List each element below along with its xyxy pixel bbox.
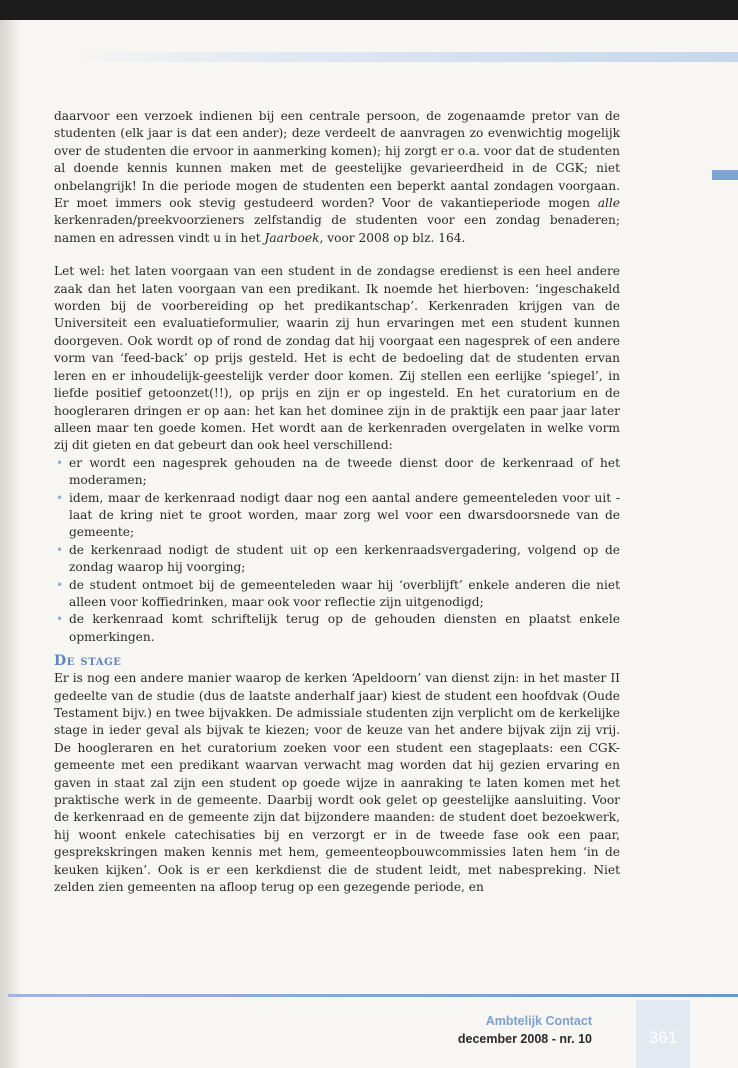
paragraph-1 [54, 108, 620, 247]
list-item-text: de kerkenraad komt schriftelijk terug op de gehouden diensten en plaatst enkele opmerkingen. [69, 612, 620, 644]
article-body [54, 108, 620, 896]
list-item-text: er wordt een nagesprek gehouden na de tweede dienst door de kerkenraad of het moderamen; [69, 455, 620, 488]
page-number: 361 [648, 1028, 678, 1047]
emphasis-alle: alle [597, 196, 621, 211]
paragraph-2: Let wel: het laten voorgaan van een student in de zondagse eredienst is een heel andere zaak dan het laten voorgaan van een predikant. Ik noemde het hierboven: ‘ingeschakeld worden bij de voorbereiding op het predikantschap’. Kerkenraden krijgen van de Universiteit een evaluatieformulier, waarin zij hun ervaringen met een student kunnen doorgeven. Ook wordt op of rond de zondag dat hij voorgaat een nagesprek of een andere vorm van ‘feed-back’ op prijs gesteld. Het is echt de bedoeling dat de studenten ervan leren en er inhoudelijk-geestelijk verder door komen. Zij stellen een eerlijke ‘spiegel’, in liefde positief getoonzet(!!), op prijs en zijn er op ingesteld. En het curatorium en de hoogleraren dringen er op aan: het kan het dominee zijn in de praktijk een paar jaar later alleen maar ten goede komen. Het wordt aan de kerkenraden overgelaten in welke vorm zij dit gieten en dat gebeurt dan ook heel verschillend: [54, 264, 620, 453]
paragraph-3: Er is nog een andere manier waarop de kerken ‘Apeldoorn’ van dienst zijn: in het master II gedeelte van de studie (dus de laatste anderhalf jaar) kiest de student een hoofdvak (Oude Testament bijv.) en twee bijvakken. De admissiale studenten zijn verplicht om de kerkelijke stage in ieder geval als bijvak te kiezen; voor de keuze van het andere bijvak zijn zij vrij. De hoogleraren en het curatorium zoeken voor een student een stageplaats: een CGK-gemeente met een predikant waarvan verwacht mag worden dat hij gezien ervaring en gaven in staat zal zijn een student op goede wijze in aanraking te laten komen met het praktische werk in de gemeente. Daarbij wordt ook gelet op geestelijke aansluiting. Voor de kerkenraad en de gemeente zijn dat bijzondere maanden: de student doet bezoekwerk, hij woont enkele catechisaties bij en verzorgt er in de tweede fase ook een paar, gesprekskringen maken kennis met hem, gemeenteopbouwcommissies laten hem ‘in de keuken kijken’. Ook is er een kerkdienst die de student leidt, met nabespreking. Niet zelden zien gemeenten na afloop terug op een gezegende periode, en [54, 671, 620, 895]
magazine-title: Ambtelijk Contact [485, 1014, 592, 1028]
emphasis-jaarboek: Jaarboek [264, 230, 320, 245]
list-item-text: de student ontmoet bij de gemeenteleden waar hij ‘overblijft’ enkele anderen die niet alleen voor koffiedrinken, maar ook voor reflectie zijn uitgenodigd; [69, 577, 620, 609]
paragraph-1-text-cont: kerkenraden/preekvoorzieners zelfstandig de studenten voor een zondag benaderen; namen en adressen vindt u in het [54, 213, 620, 245]
bullet-icon: • [56, 577, 64, 592]
paragraph-1-text: daarvoor een verzoek indienen bij een centrale persoon, de zogenaamde pretor van de studenten (elk jaar is dat een ander); deze verdeelt de aanvragen zo evenwichtig mogelijk over de studenten die ervoor in aanmerking komen); hij zorgt er o.a. voor dat de studenten al doende kennis kunnen maken met de geestelijke gevarieerdheid in de CGK; niet onbelangrijk! In die periode mogen de studenten een beperkt aantal zondagen voorgaan. Er moet immers ook stevig gestudeerd worden? Voor de vakantieperiode mogen [54, 109, 620, 211]
top-dark-border [0, 0, 738, 20]
list-item-text: de kerkenraad nodigt de student uit op een kerkenraadsvergadering, volgend op de zondag waarop hij voorging; [69, 542, 620, 575]
list-item [54, 611, 620, 646]
issue-label: december 2008 - nr. 10 [457, 1032, 592, 1046]
list-item [54, 542, 620, 577]
list-item [54, 577, 620, 612]
list-item-text: idem, maar de kerkenraad nodigt daar nog een aantal andere gemeenteleden voor uit - laat de kring niet te groot worden, maar zorg wel voor een dwarsdoorsnede van de gemeente; [69, 490, 620, 540]
list-item [54, 455, 620, 490]
header-rule [70, 52, 738, 62]
bullet-icon: • [56, 455, 64, 470]
bullet-list [54, 455, 620, 646]
section-heading: De stage [54, 653, 122, 670]
list-item [54, 490, 620, 542]
bullet-icon: • [56, 490, 64, 505]
side-tab-marker [712, 170, 738, 180]
footer-rule [8, 994, 738, 997]
page-gutter-shadow [0, 20, 22, 1068]
bullet-icon: • [56, 542, 64, 557]
paragraph-1-text-end: , voor 2008 op blz. 164. [319, 230, 466, 245]
bullet-icon: • [56, 612, 64, 627]
